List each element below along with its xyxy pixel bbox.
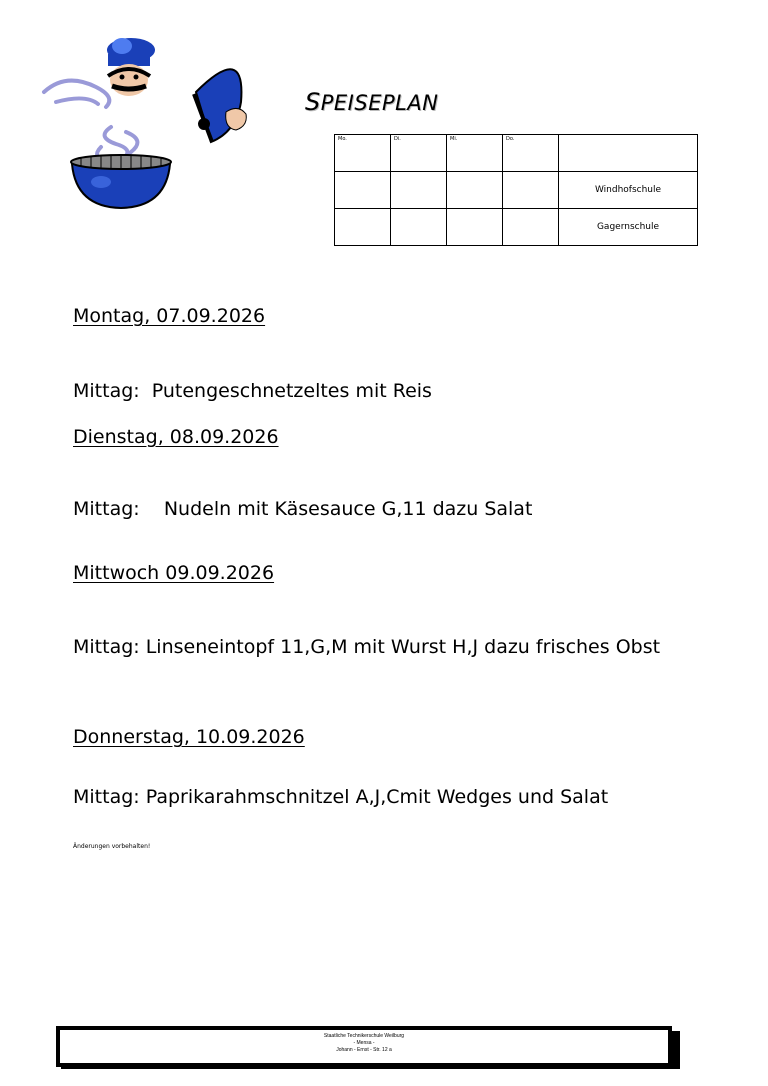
grid-day-cell: Di. [391, 135, 447, 172]
meal-monday: Mittag: Putengeschnetzeltes mit Reis [73, 380, 432, 402]
weekday-school-grid [334, 134, 698, 246]
grid-row [335, 172, 698, 209]
grid-cell [391, 209, 447, 246]
day-heading-thursday: Donnerstag, 10.09.2026 [73, 726, 305, 748]
page-title: SPEISEPLAN [305, 88, 439, 116]
day-heading-monday: Montag, 07.09.2026 [73, 305, 266, 327]
footer-line: Johann - Ernst - Str. 12 a [336, 1047, 392, 1053]
footer-line: Staatliche Technikerschule Weilburg [323, 1033, 405, 1039]
grid-cell [503, 172, 559, 209]
meal-tuesday: Mittag: Nudeln mit Käsesauce G,11 dazu Salat [73, 498, 533, 520]
footer-line: - Mensa - [353, 1040, 375, 1046]
grid-day-cell: Mo. [335, 135, 391, 172]
meal-wednesday: Mittag: Linseneintopf 11,G,M mit Wurst H,J dazu frisches Obst [73, 636, 661, 658]
grid-cell [447, 209, 503, 246]
day-heading-tuesday: Dienstag, 08.09.2026 [73, 426, 279, 448]
grid-day-cell: Do. [503, 135, 559, 172]
footer-box [56, 1026, 672, 1067]
grid-day-cell: Mi. [447, 135, 503, 172]
grid-school-cell [559, 135, 698, 172]
changes-note: Änderungen vorbehalten! [73, 843, 151, 850]
grid-school-cell: Gagernschule [559, 209, 698, 246]
grid-row [335, 209, 698, 246]
chef-grill-logo [36, 32, 266, 212]
grid-row [335, 135, 698, 172]
grid-cell [335, 172, 391, 209]
grid-school-cell: Windhofschule [559, 172, 698, 209]
grid-cell [391, 172, 447, 209]
meal-thursday: Mittag: Paprikarahmschnitzel A,J,Cmit Wedges und Salat [73, 786, 609, 808]
grid-cell [503, 209, 559, 246]
day-heading-wednesday: Mittwoch 09.09.2026 [73, 562, 275, 584]
grid-cell [447, 172, 503, 209]
grid-cell [335, 209, 391, 246]
